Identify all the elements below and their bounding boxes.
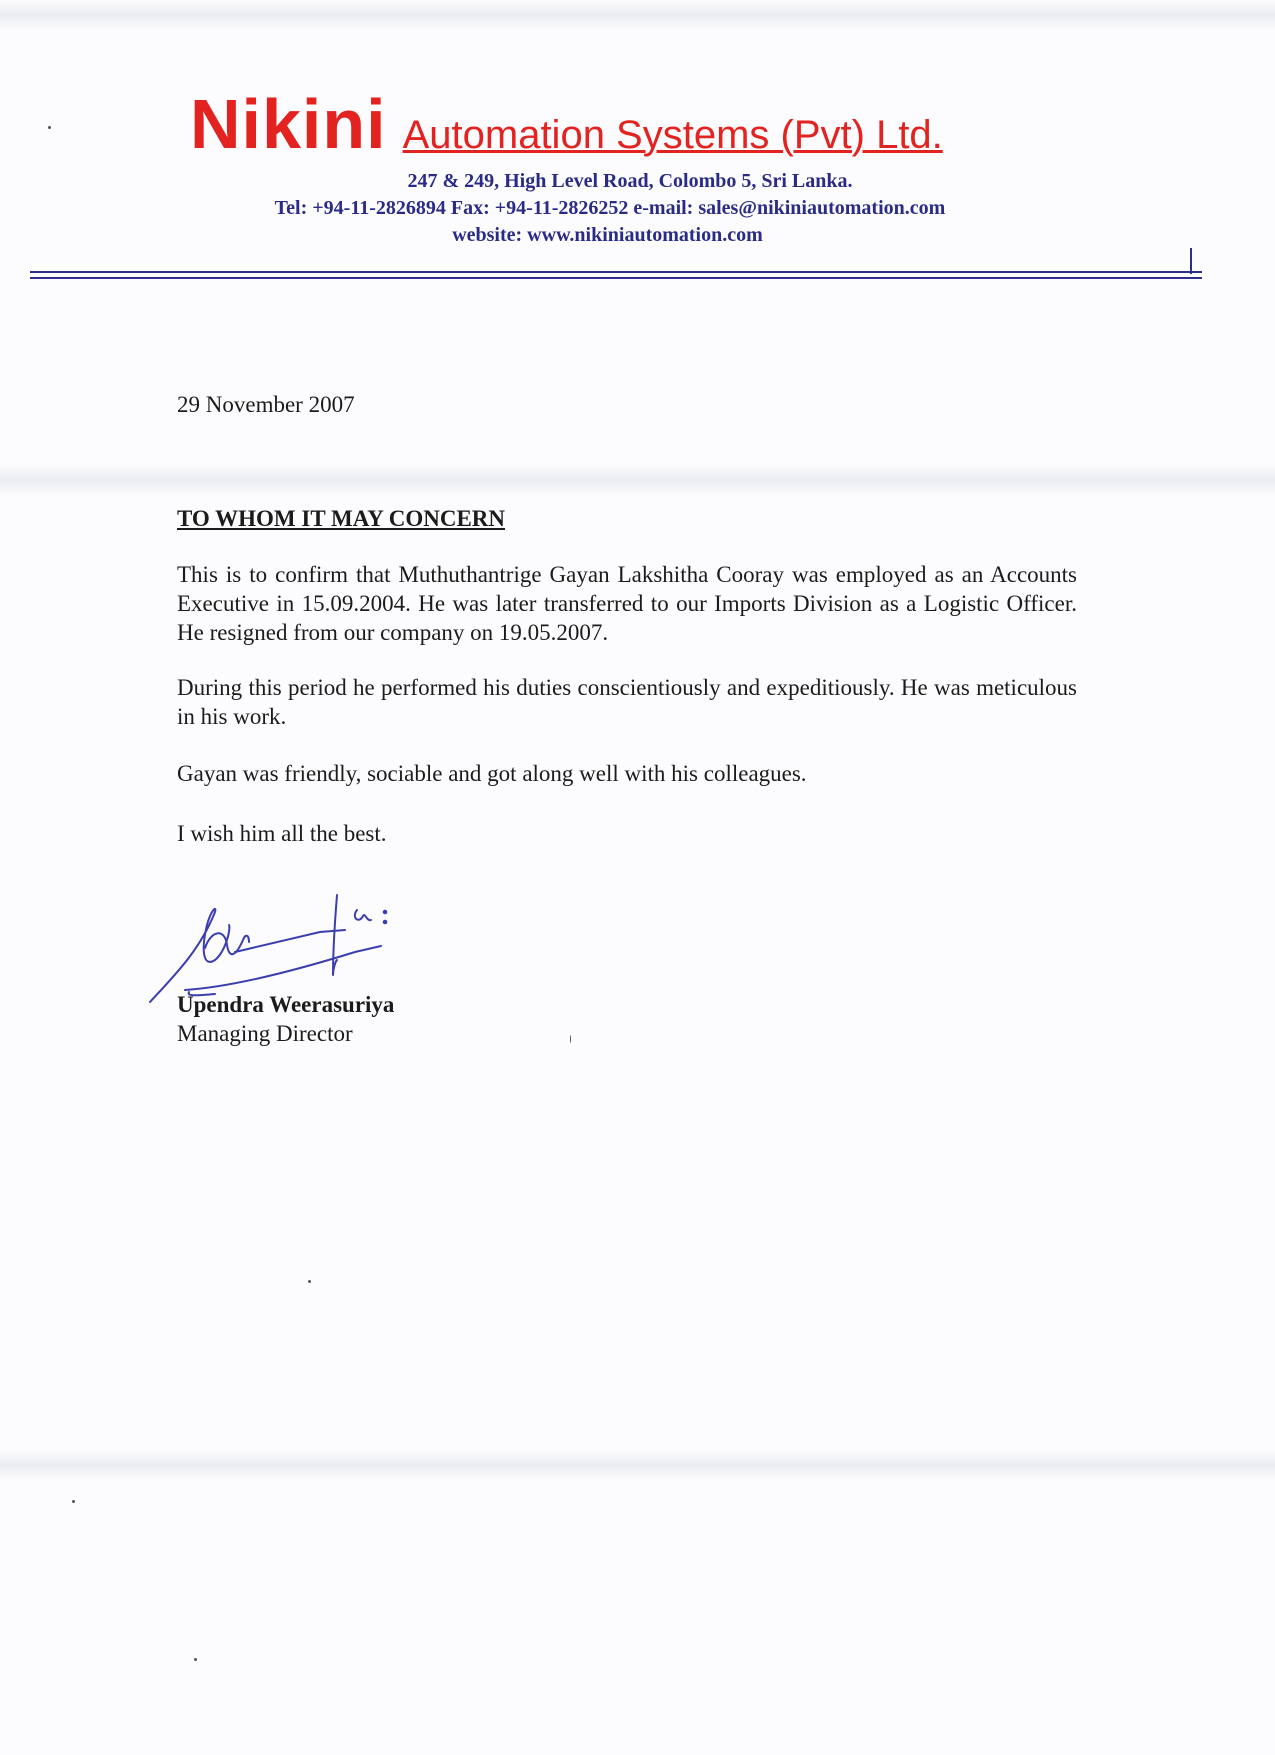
company-name: Nikini [190,85,387,163]
scan-speck [308,1280,311,1283]
scan-speck [194,1658,197,1661]
scan-shading [0,1450,1275,1480]
company-contact: Tel: +94-11-2826894 Fax: +94-11-2826252 e-mail: sales@nikiniautomation.com [274,197,946,219]
letter-date: 29 November 2007 [177,392,355,417]
letter-paragraph: I wish him all the best. [177,821,387,846]
scan-speck [72,1500,75,1503]
letterhead-divider [30,271,1202,273]
letter-paragraph: Gayan was friendly, sociable and got along well with his colleagues. [177,761,807,786]
signer-title: Managing Director [177,1021,353,1046]
company-suffix: Automation Systems (Pvt) Ltd. [402,113,943,157]
company-website: website: www.nikiniautomation.com [452,224,763,246]
scan-shading [0,465,1275,495]
letter-paragraph: This is to confirm that Muthuthantrige Gayan Lakshitha Cooray was employed as an Accounts Executive in 15.09.2004. He was later transferred to our Imports Division as a Logistic Officer. He resigned from our company on 19.05.2007. [177,562,1077,645]
letter-paragraph: During this period he performed his duties conscientiously and expeditiously. He was meticulous in his work. [177,675,1077,729]
scan-speck [570,1035,571,1043]
company-address: 247 & 249, High Level Road, Colombo 5, Sri Lanka. [407,170,853,192]
signer-name: Upendra Weerasuriya [177,992,395,1017]
company-logo [190,84,943,164]
scan-speck [48,126,51,129]
scan-shading [0,0,1275,30]
divider-tick [1190,248,1192,274]
letterhead-divider [30,277,1202,279]
letter-heading: TO WHOM IT MAY CONCERN [177,506,506,531]
